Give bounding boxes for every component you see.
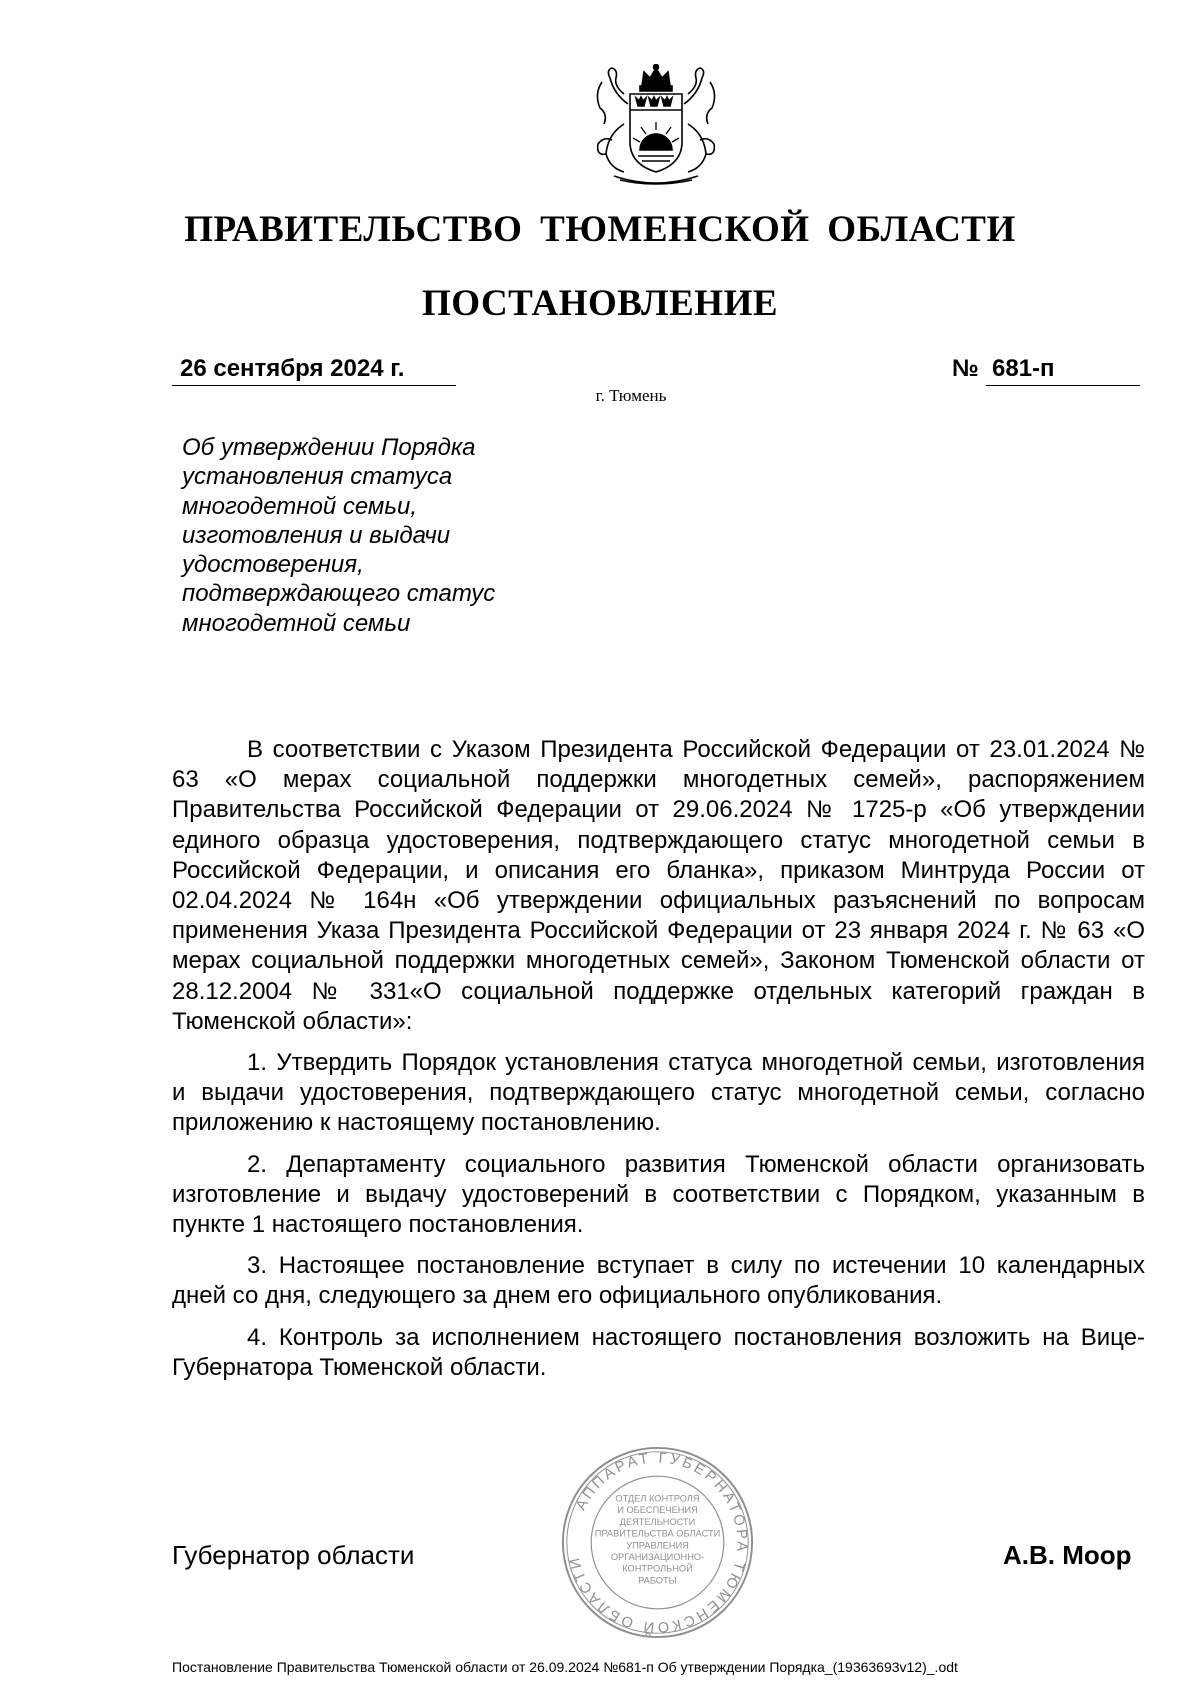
svg-text:И ОБЕСПЕЧЕНИЯ: И ОБЕСПЕЧЕНИЯ xyxy=(617,1505,698,1516)
document-subject xyxy=(182,433,495,638)
subject-line: подтверждающего статус xyxy=(182,580,496,608)
svg-text:РАБОТЫ: РАБОТЫ xyxy=(638,1575,677,1586)
document-body xyxy=(172,735,1145,1394)
clause-paragraph: 1. Утвердить Порядок установления статуса многодетной семьи, изготовления и выдачи удостоверения, подтверждающего статус многодетной семьи, согласно приложению к настоящему постановлению. xyxy=(172,1049,1145,1137)
svg-text:ОРГАНИЗАЦИОННО-: ОРГАНИЗАЦИОННО- xyxy=(610,1552,705,1563)
subject-line: изготовления и выдачи xyxy=(182,521,451,549)
coat-of-arms-icon xyxy=(584,64,728,188)
organization-title: ПРАВИТЕЛЬСТВО ТЮМЕНСКОЙ ОБЛАСТИ xyxy=(184,209,1016,250)
signer-title: Губернатор области xyxy=(172,1540,415,1570)
document-date: 26 сентября 2024 г. xyxy=(172,355,456,386)
official-stamp-icon xyxy=(560,1445,755,1640)
subject-line: многодетной семьи, xyxy=(182,492,417,520)
clause-paragraph: 2. Департаменту социального развития Тюменской области организовать изготовление и выдачу удостоверений в соответствии с Порядком, указанным в пункте 1 настоящего постановления. xyxy=(172,1150,1145,1239)
subject-line: установления статуса xyxy=(182,463,453,491)
svg-text:ОТДЕЛ КОНТРОЛЯ: ОТДЕЛ КОНТРОЛЯ xyxy=(615,1493,700,1504)
svg-text:ПРАВИТЕЛЬСТВА ОБЛАСТИ: ПРАВИТЕЛЬСТВА ОБЛАСТИ xyxy=(594,1528,721,1539)
svg-text:УПРАВЛЕНИЯ: УПРАВЛЕНИЯ xyxy=(626,1540,689,1551)
subject-line: Об утверждении Порядка xyxy=(182,434,476,461)
subject-line: многодетной семьи xyxy=(182,609,411,637)
preamble-paragraph: В соответствии с Указом Президента Российской Федерации от 23.01.2024 № 63 «О мерах социальной поддержки многодетных семей», распоряжением Правительства Российской Федерации от 29.06.2024 № 1725-р «Об утверждении единого образца удостоверения, подтверждающего статус многодетной семьи в Российской Федерации, и описания его бланка», приказом Минтруда России от 02.04.2024 № 164н «Об утверждении официальных разъяснений по вопросам применения Указа Президента Российской Федерации от 23 января 2024 г. № 63 «О мерах социальной поддержки многодетных семей», Законом Тюменской области от 28.12.2004 № 331«О социальной поддержке отдельных категорий граждан в Тюменской области»: xyxy=(172,736,1145,1035)
clause-paragraph: 3. Настоящее постановление вступает в силу по истечении 10 календарных дней со дня, следующего за днем его официального опубликования. xyxy=(172,1252,1145,1310)
number-sign: № xyxy=(952,355,979,382)
subject-line: удостоверения, xyxy=(182,551,364,579)
clause-paragraph: 4. Контроль за исполнением настоящего постановления возложить на Вице-Губернатора Тюменской области. xyxy=(172,1323,1145,1381)
document-number: 681-п xyxy=(986,355,1140,386)
document-city: г. Тюмень xyxy=(595,386,667,405)
svg-text:КОНТРОЛЬНОЙ: КОНТРОЛЬНОЙ xyxy=(622,1563,693,1574)
signer-name: А.В. Моор xyxy=(1003,1540,1132,1570)
footer-filename: Постановление Правительства Тюменской области от 26.09.2024 №681-п Об утверждении Порядка_(19363693v12)_.odt xyxy=(172,1659,958,1675)
document-type: ПОСТАНОВЛЕНИЕ xyxy=(421,283,779,324)
svg-text:ДЕЯТЕЛЬНОСТИ: ДЕЯТЕЛЬНОСТИ xyxy=(619,1516,696,1527)
svg-text:АППАРАТ ГУБЕРНАТОРА ТЮМЕНСКОЙ: АППАРАТ ГУБЕРНАТОРА ТЮМЕНСКОЙ ОБЛАСТИ xyxy=(566,1450,750,1635)
